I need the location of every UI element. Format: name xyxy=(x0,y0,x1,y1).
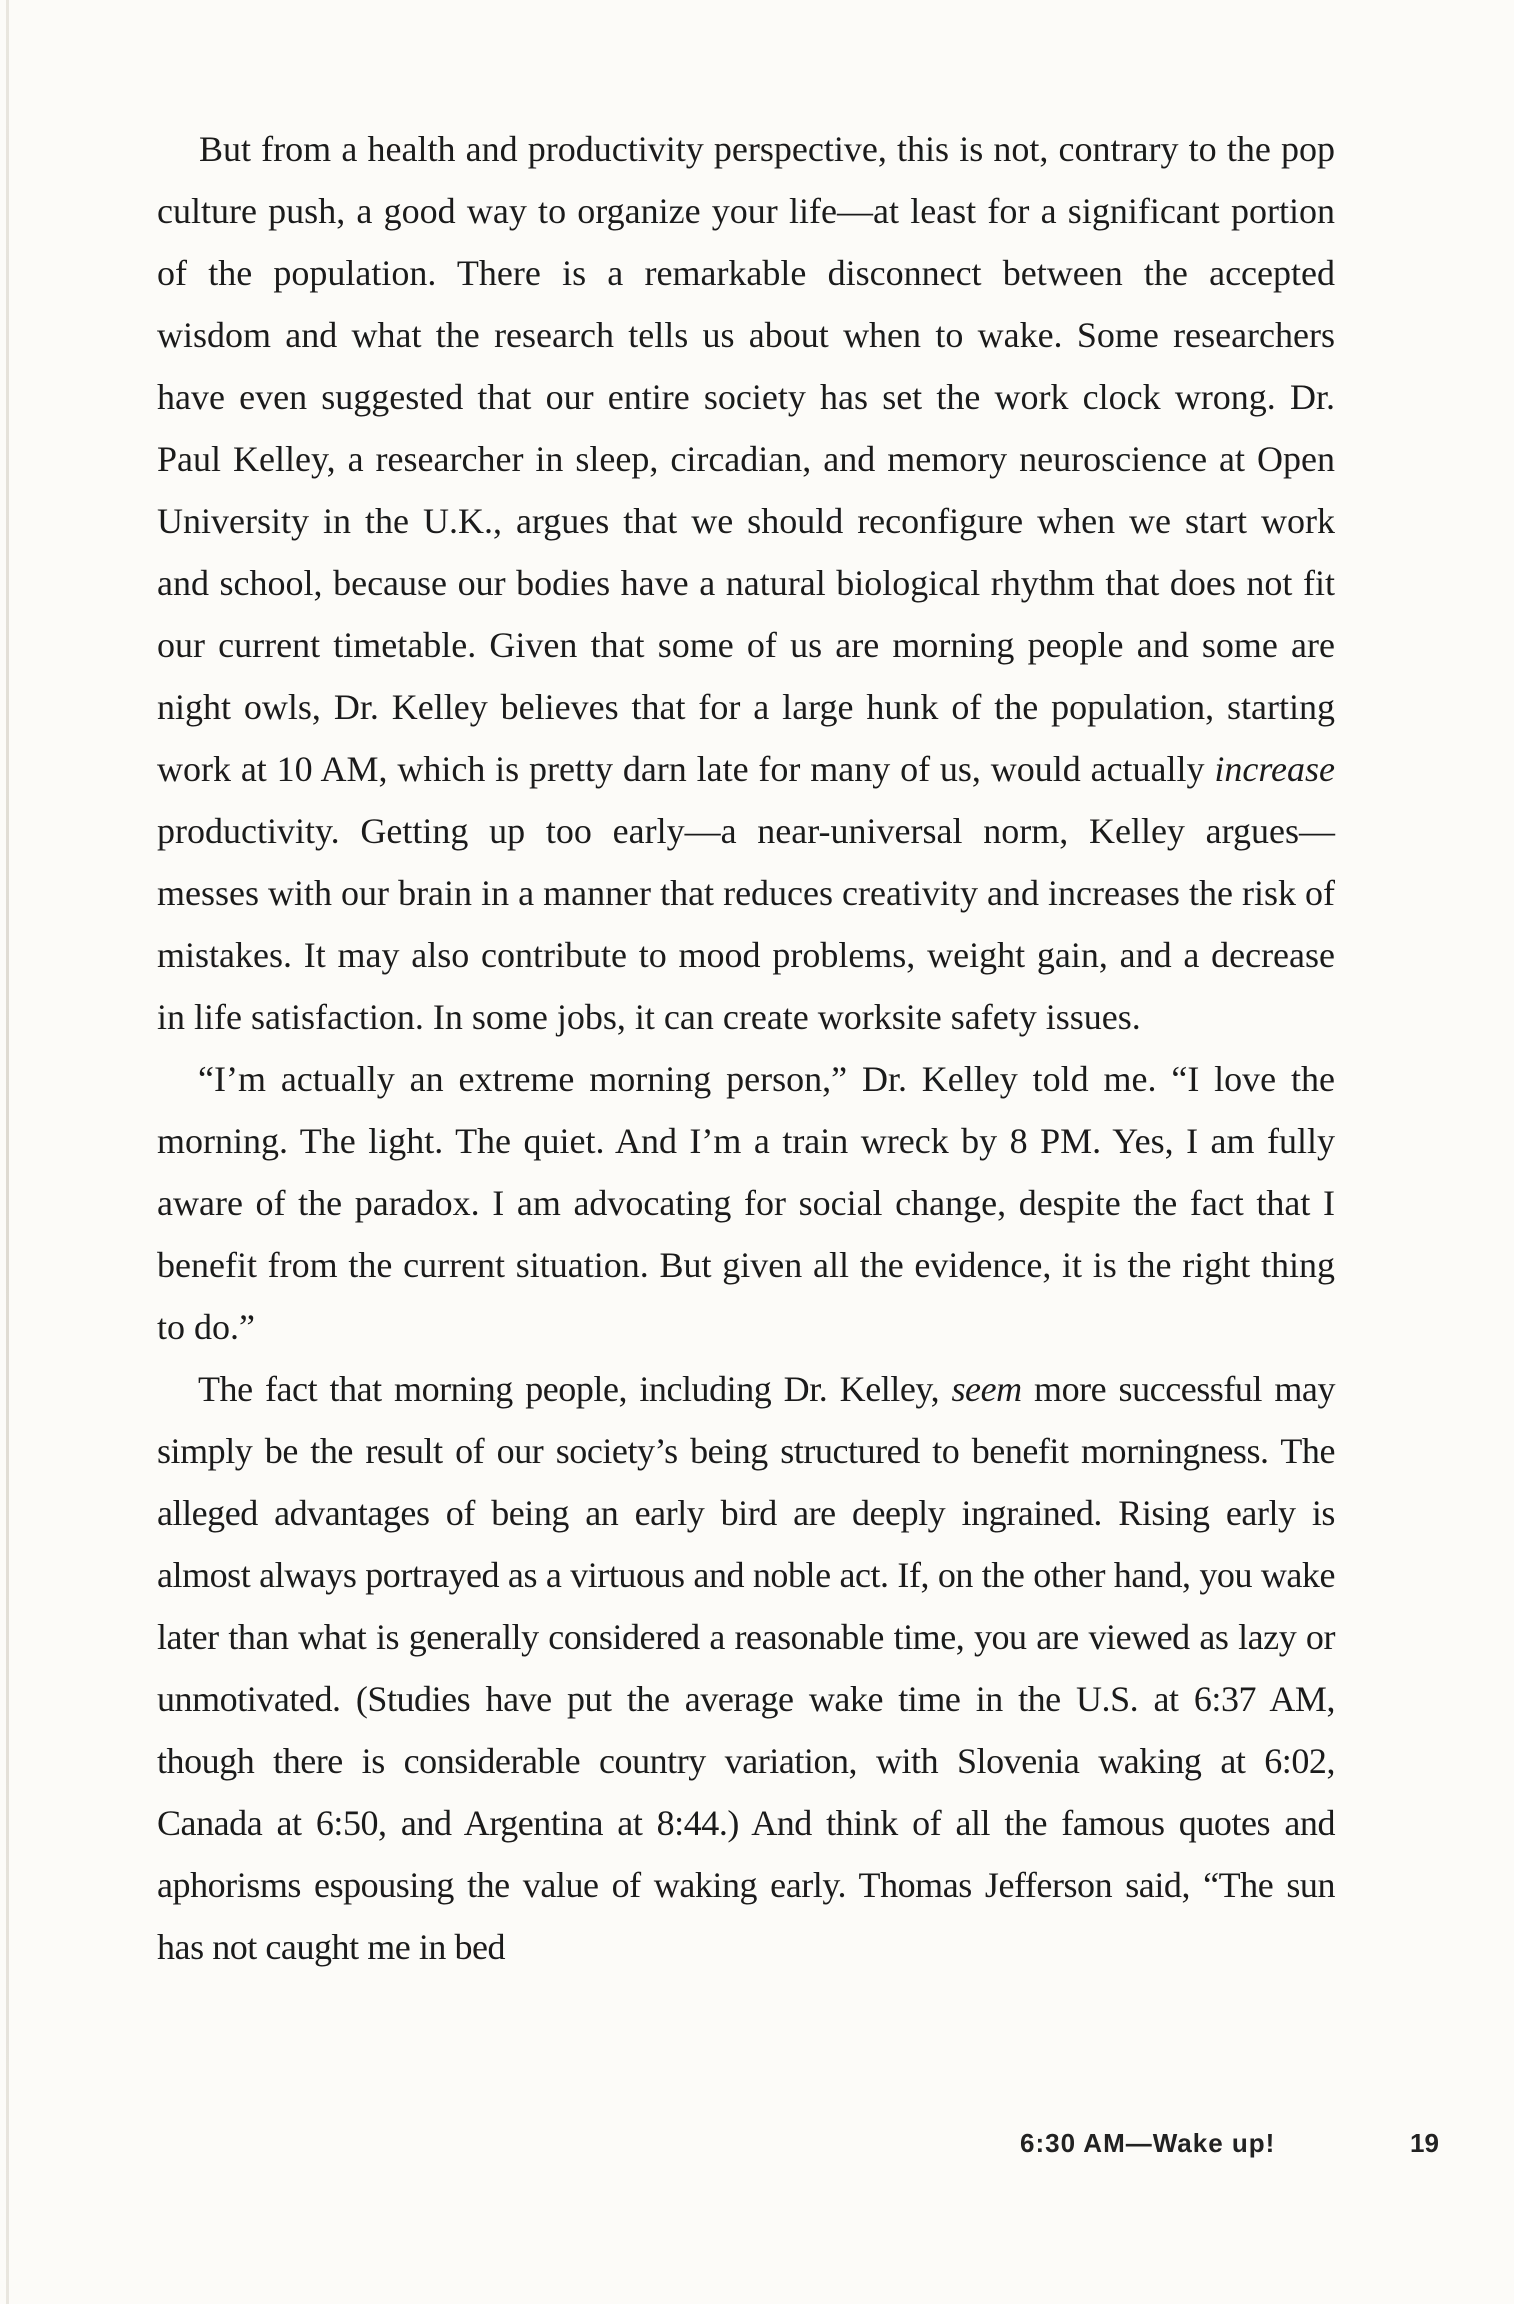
paragraph-2-quote: “I’m actually an extreme morning person,” Dr. Kelley told me. “I love the morning. The light. The quiet. And I’m a train wreck by 8 PM. Yes, I am fully aware of the paradox. I am advocating for social change, despite the fact that I benefit from the current situation. But given all the evidence, it is the right thing to do.” xyxy=(157,1059,1335,1347)
paragraph-3-text-end: more successful may simply be the result of our society’s being structured to benefit morningness. The alleged advantages of being an early bird are deeply ingrained. Rising early is almost always portrayed as a virtuous and noble act. If, on the other hand, you wake later than what is generally considered a reasonable time, you are viewed as lazy or unmotivated. (Studies have put the average wake time in the U.S. at 6:37 AM, though there is considerable country variation, with Slovenia waking at 6:02, Canada at 6:50, and Argentina at 8:44.) And think of all the famous quotes and aphorisms espousing the value of waking early. Thomas Jefferson said, “The sun has not caught me in bed xyxy=(157,1369,1335,1967)
book-page-body xyxy=(157,118,1335,1978)
paragraph-3 xyxy=(157,1358,1335,1978)
page-binding-edge xyxy=(6,0,9,2304)
paragraph-1-text-end: productivity. Getting up too early—a near-universal norm, Kelley argues—messes with our brain in a manner that reduces creativity and increases the risk of mistakes. It may also contribute to mood problems, weight gain, and a decrease in life satisfaction. In some jobs, it can create worksite safety issues. xyxy=(157,811,1335,1037)
page-number: 19 xyxy=(1410,2128,1439,2158)
paragraph-1-text-start: But from a health and productivity perspective, this is not, contrary to the pop culture push, a good way to organize your life—at least for a significant portion of the population. There is a remarkable disconnect between the accepted wisdom and what the research tells us about when to wake. Some researchers have even suggested that our entire society has set the work clock wrong. Dr. Paul Kelley, a researcher in sleep, circadian, and memory neuroscience at Open University in the U.K., argues that we should reconfigure when we start work and school, because our bodies have a natural biological rhythm that does not fit our current timetable. Given that some of us are morning people and some are night owls, Dr. Kelley believes that for a large hunk of the population, starting work at 10 AM, which is pretty darn late for many of us, would actually xyxy=(157,129,1335,789)
emphasis-seem: seem xyxy=(951,1369,1022,1409)
emphasis-increase: increase xyxy=(1214,749,1335,789)
paragraph-3-text-start: The fact that morning people, including Dr. Kelley, xyxy=(198,1369,952,1409)
running-footer-title: 6:30 AM—Wake up! xyxy=(1020,2128,1276,2158)
paragraph-1 xyxy=(157,118,1335,1048)
